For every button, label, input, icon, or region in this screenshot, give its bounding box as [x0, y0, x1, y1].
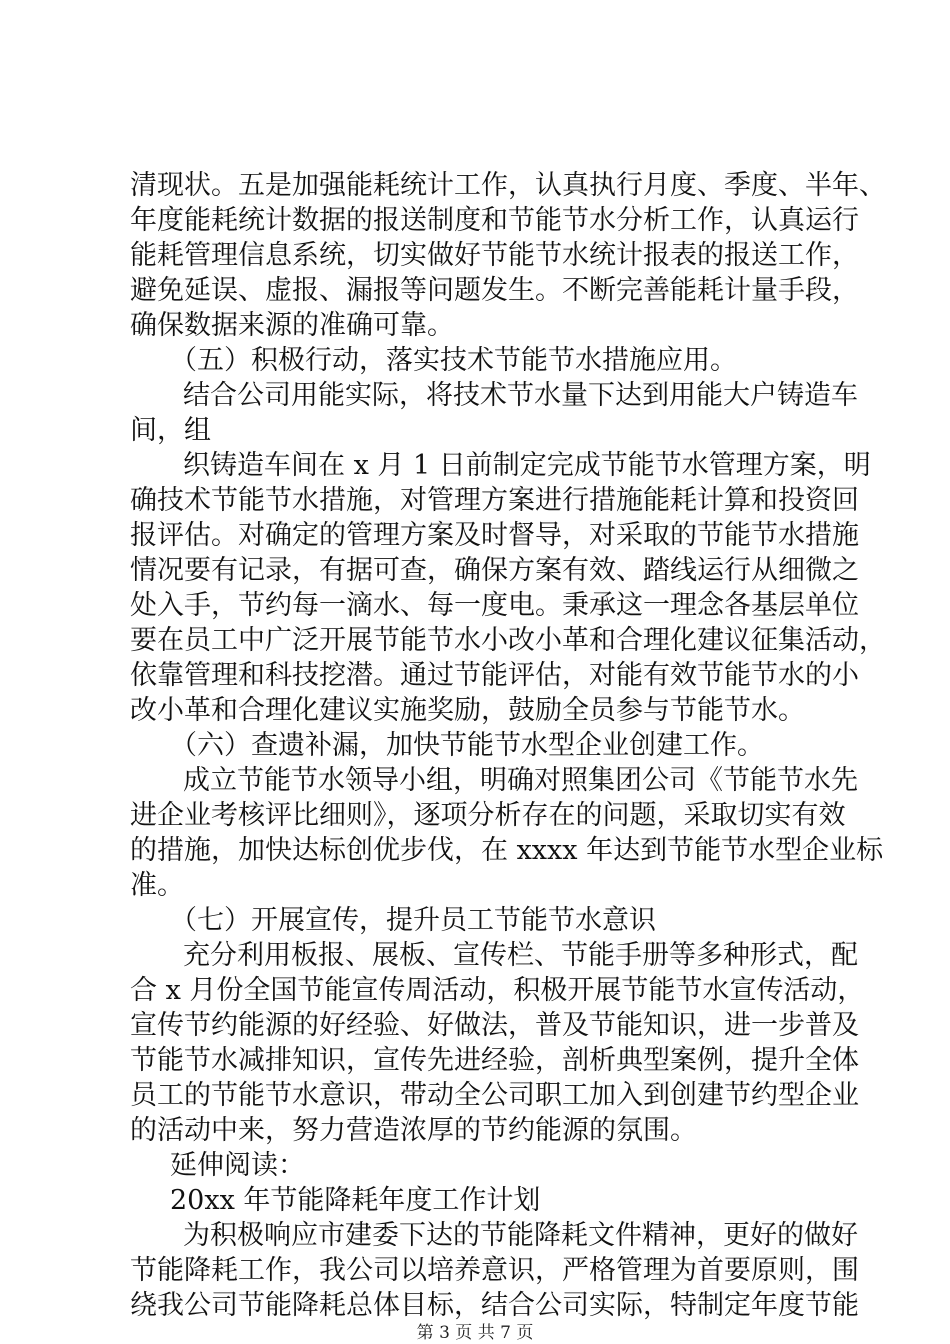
body-text-line: 处入手，节约每一滴水、每一度电。秉承这一理念各基层单位	[130, 590, 859, 621]
body-text-line: 确技术节能节水措施，对管理方案进行措施能耗计算和投资回	[130, 485, 859, 516]
body-text-line: 要在员工中广泛开展节能节水小改小革和合理化建议征集活动，	[130, 625, 886, 656]
body-text-line: 成立节能节水领导小组，明确对照集团公司《节能节水先	[183, 765, 858, 796]
body-text-line: 确保数据来源的准确可靠。	[130, 310, 454, 341]
extended-reading-label: 延伸阅读：	[170, 1150, 305, 1181]
body-text-line: 的活动中来，努力营造浓厚的节约能源的氛围。	[130, 1115, 697, 1146]
body-text-line: 结合公司用能实际，将技术节水量下达到用能大户铸造车	[183, 380, 858, 411]
body-text-line: 绕我公司节能降耗总体目标，结合公司实际，特制定年度节能	[130, 1290, 859, 1321]
body-text-line: 间，组	[130, 415, 211, 446]
body-text-line: 合 x 月份全国节能宣传周活动，积极开展节能节水宣传活动，	[130, 975, 865, 1006]
body-text-line: 节能降耗工作，我公司以培养意识，严格管理为首要原则，围	[130, 1255, 859, 1286]
subtitle: 20xx 年节能降耗年度工作计划	[170, 1185, 541, 1216]
body-text-line: 年度能耗统计数据的报送制度和节能节水分析工作，认真运行	[130, 205, 859, 236]
body-text-line: 为积极响应市建委下达的节能降耗文件精神，更好的做好	[183, 1220, 858, 1251]
body-text-line: 能耗管理信息系统，切实做好节能节水统计报表的报送工作，	[130, 240, 859, 271]
body-text-line: 的措施，加快达标创优步伐，在 xxxx 年达到节能节水型企业标	[130, 835, 884, 866]
body-text-line: 进企业考核评比细则》，逐项分析存在的问题，采取切实有效	[130, 800, 846, 831]
body-text-line: 报评估。对确定的管理方案及时督导，对采取的节能节水措施	[130, 520, 859, 551]
body-text-line: 织铸造车间在 x 月 1 日前制定完成节能节水管理方案，明	[183, 450, 871, 481]
section-heading: （五）积极行动，落实技术节能节水措施应用。	[170, 345, 737, 376]
body-text-line: 情况要有记录，有据可查，确保方案有效、踏线运行从细微之	[130, 555, 859, 586]
section-heading: （七）开展宣传，提升员工节能节水意识	[170, 905, 656, 936]
page-footer: 第 3 页 共 7 页	[416, 1323, 534, 1343]
body-text-line: 改小革和合理化建议实施奖励，鼓励全员参与节能节水。	[130, 695, 805, 726]
body-text-line: 依靠管理和科技挖潜。通过节能评估，对能有效节能节水的小	[130, 660, 859, 691]
body-text-line: 清现状。五是加强能耗统计工作，认真执行月度、季度、半年、	[130, 170, 886, 201]
body-text-line: 充分利用板报、展板、宣传栏、节能手册等多种形式，配	[183, 940, 858, 971]
section-heading: （六）查遗补漏，加快节能节水型企业创建工作。	[170, 730, 764, 761]
body-text-line: 员工的节能节水意识，带动全公司职工加入到创建节约型企业	[130, 1080, 859, 1111]
body-text-line: 节能节水减排知识，宣传先进经验，剖析典型案例，提升全体	[130, 1045, 859, 1076]
body-text-line: 宣传节约能源的好经验、好做法，普及节能知识，进一步普及	[130, 1010, 859, 1041]
body-text-line: 避免延误、虚报、漏报等问题发生。不断完善能耗计量手段，	[130, 275, 859, 306]
body-text-line: 准。	[130, 870, 184, 901]
